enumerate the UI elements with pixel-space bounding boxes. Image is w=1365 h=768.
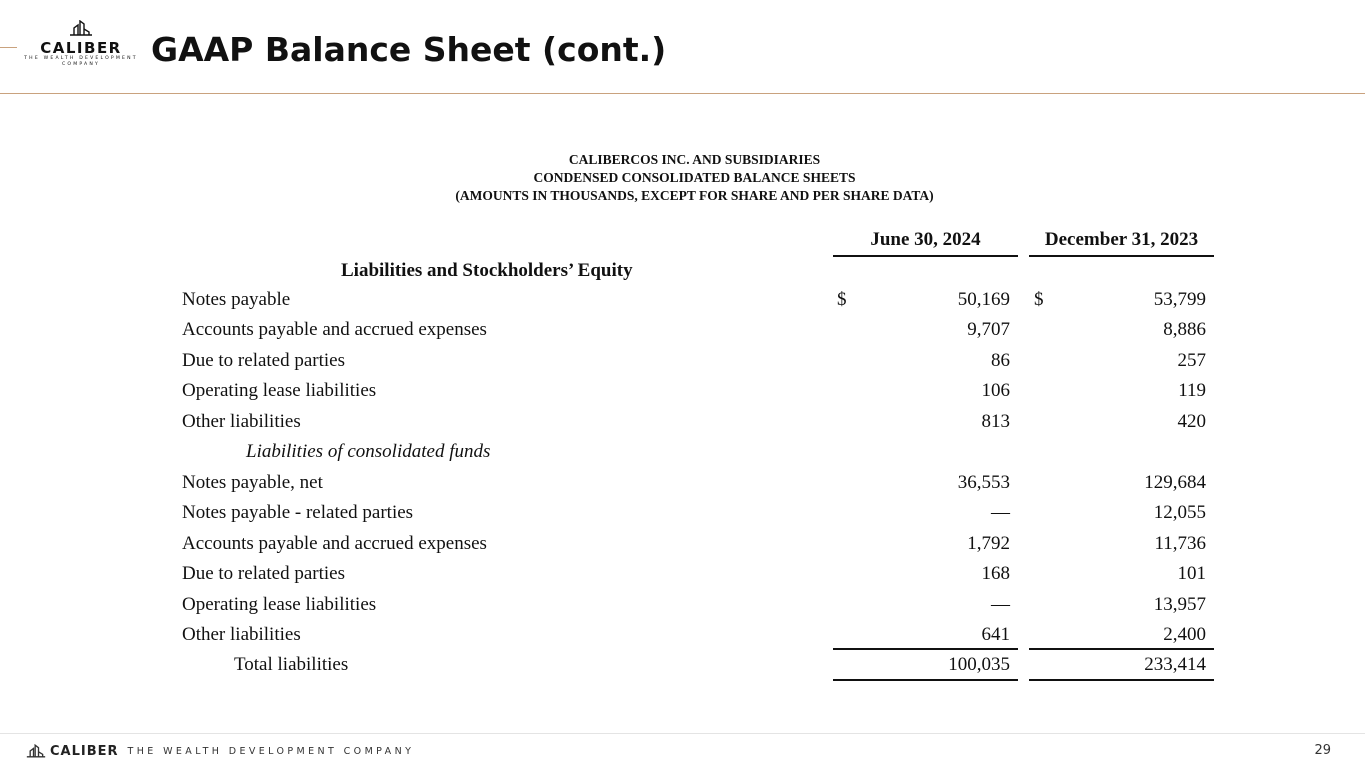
value-june-2024: 9,707 <box>967 319 1010 340</box>
table-row <box>0 316 1365 346</box>
value-december-2023: 11,736 <box>1154 533 1206 554</box>
value-june-2024: 86 <box>991 350 1010 371</box>
currency-symbol: $ <box>837 289 847 310</box>
table-row-subsection <box>0 438 1365 468</box>
value-december-2023: 420 <box>1177 411 1206 432</box>
value-december-2023: 129,684 <box>1144 472 1206 493</box>
value-june-2024: 36,553 <box>957 472 1010 493</box>
value-december-2023: 12,055 <box>1153 502 1206 523</box>
value-june-2024: 168 <box>981 563 1010 584</box>
table-row <box>0 591 1365 621</box>
caliber-logo <box>23 20 139 72</box>
total-rule <box>833 679 1018 681</box>
report-heading-units: (AMOUNTS IN THOUSANDS, EXCEPT FOR SHARE AND PER SHARE DATA) <box>455 188 934 203</box>
row-label: Operating lease liabilities <box>182 594 377 615</box>
value-june-2024: 641 <box>981 624 1010 645</box>
table-row <box>0 469 1365 499</box>
column-header-june-2024: June 30, 2024 <box>833 228 1018 257</box>
table-row <box>0 621 1365 651</box>
value-december-2023: 8,886 <box>1163 319 1206 340</box>
subtotal-rule <box>833 648 1018 650</box>
subtotal-rule <box>1029 648 1214 650</box>
row-label: Other liabilities <box>182 411 301 432</box>
table-row <box>0 408 1365 438</box>
value-june-2024: — <box>991 594 1010 615</box>
currency-symbol: $ <box>1034 289 1044 310</box>
row-label: Other liabilities <box>182 624 301 645</box>
value-june-2024: 813 <box>981 411 1010 432</box>
table-row <box>0 286 1365 316</box>
table-row <box>0 530 1365 560</box>
total-december-2023: 233,414 <box>1144 654 1206 675</box>
value-december-2023: 2,400 <box>1163 624 1206 645</box>
table-row <box>0 347 1365 377</box>
report-heading-statement: CONDENSED CONSOLIDATED BALANCE SHEETS <box>533 170 856 185</box>
logo-tagline: THE WEALTH DEVELOPMENT COMPANY <box>24 56 138 67</box>
row-label: Operating lease liabilities <box>182 380 377 401</box>
footer-brand-name: CALIBER <box>50 743 119 759</box>
value-december-2023: 53,799 <box>1153 289 1206 310</box>
footer-divider <box>0 733 1365 734</box>
row-label: Accounts payable and accrued expenses <box>182 533 487 554</box>
page-number: 29 <box>1314 743 1331 758</box>
row-label: Notes payable - related parties <box>182 502 414 523</box>
table-row-total <box>0 651 1365 681</box>
footer-brand <box>26 743 414 759</box>
table-row <box>0 377 1365 407</box>
row-label: Due to related parties <box>182 563 346 584</box>
report-headings <box>0 151 1365 205</box>
table-row <box>0 560 1365 590</box>
value-december-2023: 119 <box>1178 380 1206 401</box>
value-june-2024: 50,169 <box>957 289 1010 310</box>
caliber-building-icon <box>26 744 46 758</box>
value-december-2023: 13,957 <box>1153 594 1206 615</box>
value-june-2024: 1,792 <box>967 533 1010 554</box>
total-june-2024: 100,035 <box>948 654 1010 675</box>
header-divider <box>0 93 1365 94</box>
row-label: Notes payable, net <box>182 472 323 493</box>
subsection-label: Liabilities of consolidated funds <box>246 441 491 462</box>
value-december-2023: 257 <box>1177 350 1206 371</box>
row-label: Accounts payable and accrued expenses <box>182 319 487 340</box>
logo-name: CALIBER <box>40 39 122 57</box>
row-label: Notes payable <box>182 289 291 310</box>
page-title: GAAP Balance Sheet (cont.) <box>151 30 667 69</box>
caliber-building-icon <box>69 20 93 36</box>
footer-tagline: THE WEALTH DEVELOPMENT COMPANY <box>127 745 415 757</box>
section-title: Liabilities and Stockholders’ Equity <box>341 260 633 281</box>
value-december-2023: 101 <box>1177 563 1206 584</box>
table-row <box>0 499 1365 529</box>
report-heading-company: CALIBERCOS INC. AND SUBSIDIARIES <box>568 152 821 167</box>
value-june-2024: 106 <box>981 380 1010 401</box>
column-header-december-2023: December 31, 2023 <box>1029 228 1214 257</box>
value-june-2024: — <box>991 502 1010 523</box>
header-accent-dash <box>0 47 17 48</box>
row-label: Due to related parties <box>182 350 346 371</box>
total-label: Total liabilities <box>234 654 349 675</box>
total-rule <box>1029 679 1214 681</box>
